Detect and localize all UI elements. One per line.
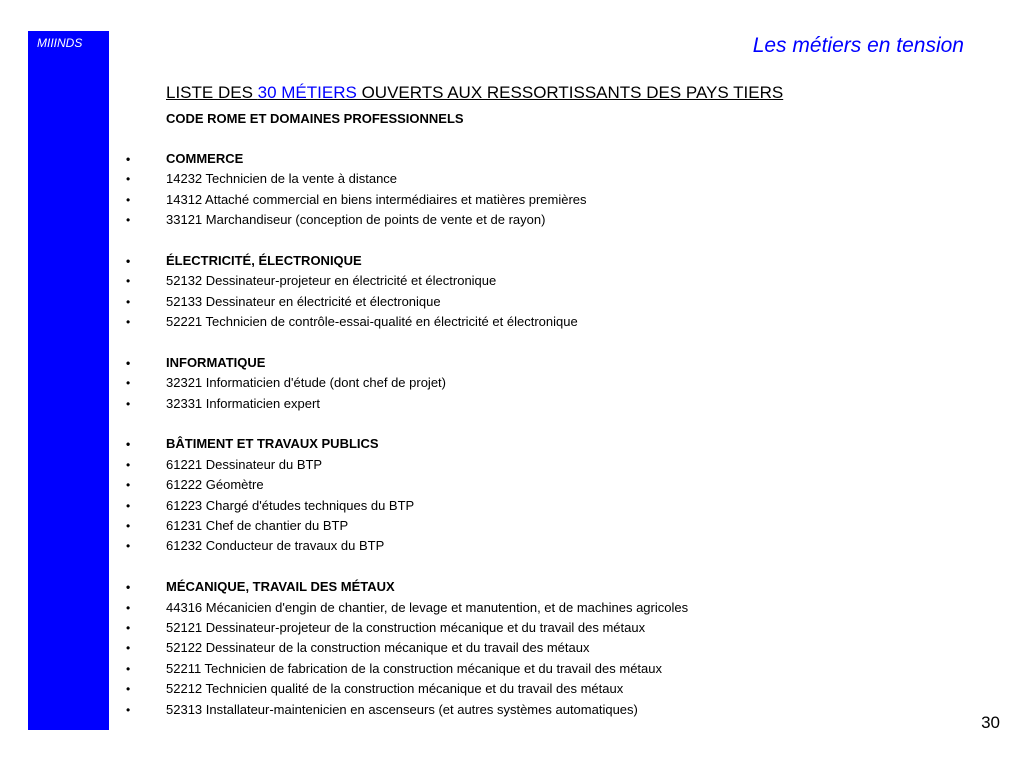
category-heading	[120, 149, 920, 169]
bullet-icon: •	[126, 253, 131, 268]
bullet-icon: •	[126, 152, 131, 166]
job-label: 61231 Chef de chantier du BTP	[166, 518, 349, 534]
job-label: 52132 Dessinateur-projeteur en électricité et électronique	[166, 273, 497, 289]
bullet-icon: •	[126, 702, 131, 717]
list-item	[120, 312, 920, 332]
job-label: 61232 Conducteur de travaux du BTP	[166, 538, 385, 554]
side-bar	[28, 31, 109, 730]
slide-title: Les métiers en tension	[752, 34, 964, 57]
category-heading	[120, 353, 920, 373]
job-label: 61223 Chargé d'études techniques du BTP	[166, 497, 415, 513]
heading-prefix: LISTE DES	[166, 83, 258, 102]
list-item	[120, 516, 920, 536]
bullet-icon: •	[126, 294, 131, 309]
list-item	[120, 210, 920, 230]
list-item	[120, 394, 920, 414]
bullet-icon: •	[126, 682, 131, 697]
job-list	[120, 149, 920, 720]
bullet-icon: •	[126, 539, 131, 554]
bullet-icon: •	[126, 519, 131, 534]
category-label: INFORMATIQUE	[166, 354, 266, 370]
list-spacer	[120, 333, 920, 353]
job-label: 14232 Technicien de la vente à distance	[166, 171, 398, 187]
job-label: 52211 Technicien de fabrication de la construction mécanique et du travail des métaux	[166, 660, 662, 676]
list-item	[120, 679, 920, 699]
list-heading	[166, 83, 783, 103]
job-label: 44316 Mécanicien d'engin de chantier, de levage et manutention, et de machines agricoles	[166, 599, 689, 615]
category-heading	[120, 434, 920, 454]
list-spacer	[120, 414, 920, 434]
job-label: 32321 Informaticien d'étude (dont chef de projet)	[166, 375, 446, 391]
bullet-icon: •	[126, 498, 131, 513]
list-item	[120, 659, 920, 679]
job-label: 33121 Marchandiseur (conception de points de vente et de rayon)	[166, 212, 546, 228]
list-item	[120, 536, 920, 556]
category-heading	[120, 577, 920, 597]
list-item	[120, 455, 920, 475]
job-label: 52133 Dessinateur en électricité et électronique	[166, 293, 441, 309]
job-label: 52121 Dessinateur-projeteur de la construction mécanique et du travail des métaux	[166, 619, 646, 635]
bullet-icon: •	[126, 641, 131, 656]
job-label: 52313 Installateur-maintenicien en ascenseurs (et autres systèmes automatiques)	[166, 701, 638, 717]
category-label: BÂTIMENT ET TRAVAUX PUBLICS	[166, 436, 379, 452]
job-label: 14312 Attaché commercial en biens intermédiaires et matières premières	[166, 191, 587, 207]
list-item	[120, 373, 920, 393]
job-label: 52221 Technicien de contrôle-essai-qualité en électricité et électronique	[166, 314, 578, 330]
bullet-icon: •	[126, 661, 131, 676]
heading-suffix: OUVERTS AUX RESSORTISSANTS DES PAYS TIERS	[361, 83, 784, 102]
list-spacer	[120, 231, 920, 251]
list-item	[120, 496, 920, 516]
bullet-icon: •	[126, 315, 131, 330]
bullet-icon: •	[126, 457, 131, 472]
list-item	[120, 598, 920, 618]
list-item	[120, 169, 920, 189]
organization-label: MIIINDS	[37, 36, 83, 50]
list-item	[120, 638, 920, 658]
job-label: 52122 Dessinateur de la construction mécanique et du travail des métaux	[166, 640, 590, 656]
job-label: 61222 Géomètre	[166, 477, 264, 493]
bullet-icon: •	[126, 376, 131, 391]
job-label: 52212 Technicien qualité de la construction mécanique et du travail des métaux	[166, 681, 624, 697]
category-heading	[120, 251, 920, 271]
category-label: ÉLECTRICITÉ, ÉLECTRONIQUE	[166, 252, 362, 268]
bullet-icon: •	[126, 620, 131, 635]
heading-highlight: 30 MÉTIERS	[257, 83, 362, 102]
bullet-icon: •	[126, 600, 131, 615]
bullet-icon: •	[126, 478, 131, 493]
category-label: MÉCANIQUE, TRAVAIL DES MÉTAUX	[166, 579, 395, 595]
list-item	[120, 700, 920, 720]
job-label: 61221 Dessinateur du BTP	[166, 456, 323, 472]
bullet-icon: •	[126, 580, 131, 595]
bullet-icon: •	[126, 192, 131, 207]
list-item	[120, 190, 920, 210]
category-label: COMMERCE	[166, 151, 244, 166]
bullet-icon: •	[126, 274, 131, 289]
bullet-icon: •	[126, 396, 131, 411]
list-item	[120, 475, 920, 495]
list-item	[120, 292, 920, 312]
list-subheading: CODE ROME ET DOMAINES PROFESSIONNELS	[166, 111, 464, 126]
job-label: 32331 Informaticien expert	[166, 395, 320, 411]
bullet-icon: •	[126, 172, 131, 187]
list-item	[120, 271, 920, 291]
bullet-icon: •	[126, 213, 131, 228]
bullet-icon: •	[126, 437, 131, 452]
list-item	[120, 618, 920, 638]
list-spacer	[120, 557, 920, 577]
page-number: 30	[981, 713, 1000, 732]
bullet-icon: •	[126, 355, 131, 370]
